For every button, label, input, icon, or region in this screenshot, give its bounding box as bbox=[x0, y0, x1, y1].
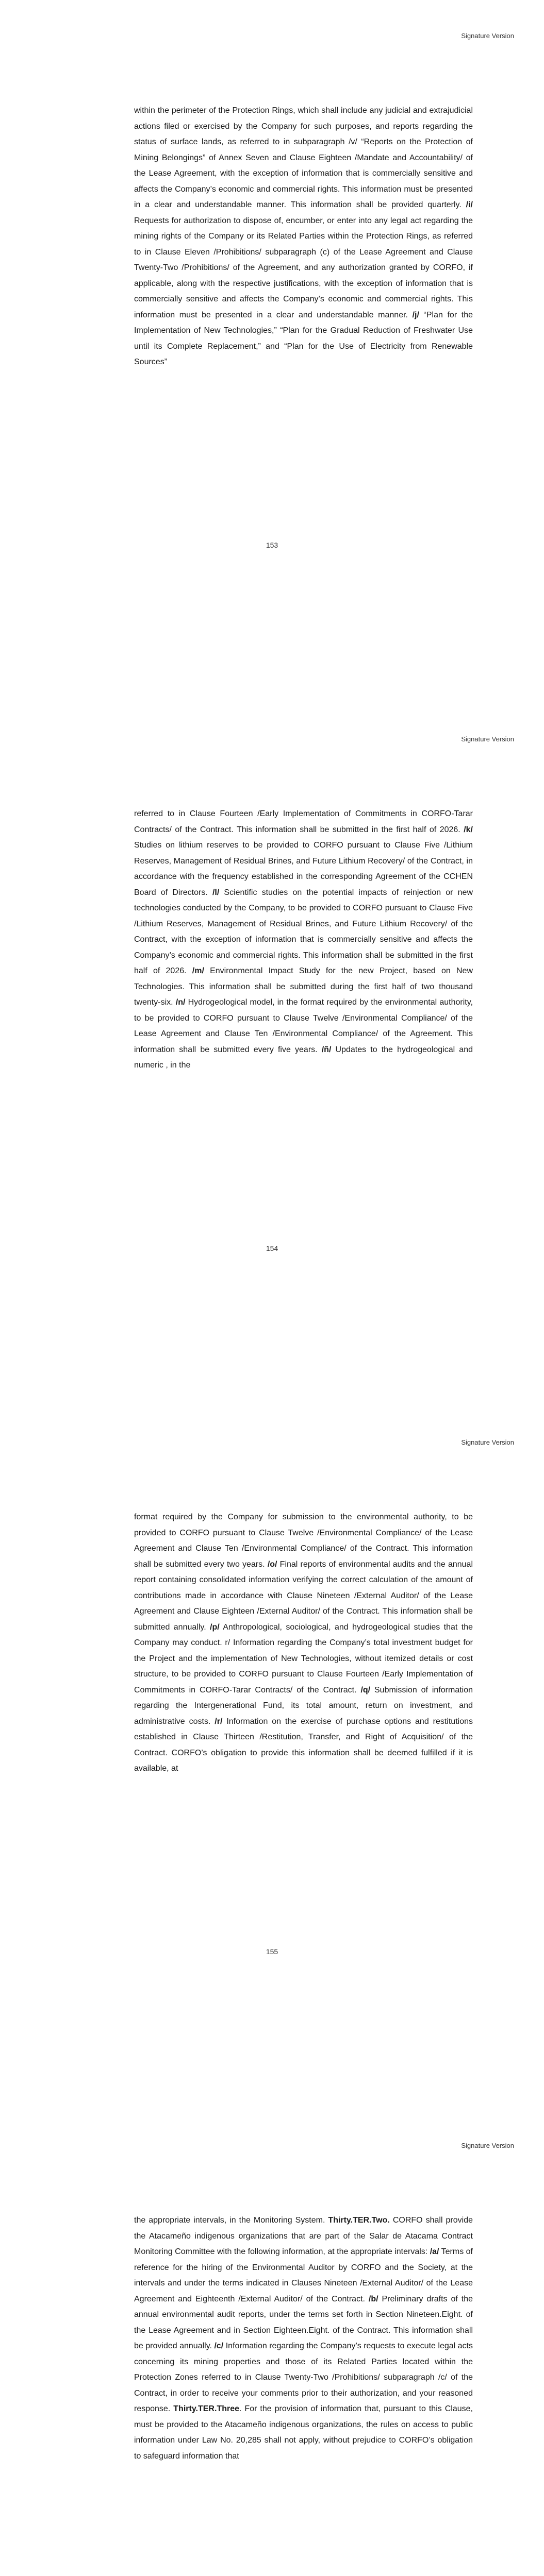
item-marker: /n/ bbox=[175, 998, 186, 1007]
text-run: r/ bbox=[225, 1638, 230, 1647]
text-run: within the perimeter of the Protection Rings, which shall include any judicial and extrajudicial actions filed or exercised by the Company for such purposes, and reports regarding the status of surface lands, as referred to in subparagraph /v/ “Reports on the Protection of Mining Belongings” of Annex Seven and Clause Eighteen /Mandate and Accountability/ of the Lease Agreement, with the exception of information that is commercially sensitive and affects the Company’s economic and commercial rights. This information must be presented in a clear and understandable manner. This information shall be provided quarterly. bbox=[134, 106, 473, 209]
signature-version-label: Signature Version bbox=[461, 32, 514, 40]
page bbox=[0, 0, 544, 703]
page-body-text bbox=[134, 103, 473, 370]
text-run: Information on the exercise of purchase options and restitutions established in Clause Thirteen /Restitution, Transfer, and Right of Acquisition/ of the Contract. CORFO’s obligation to provide this information shall be deemed fulfilled if it is available, at bbox=[134, 1717, 473, 1773]
page-number: 153 bbox=[266, 541, 278, 549]
page-number: 155 bbox=[266, 1947, 278, 1956]
text-run: CORFO shall provide the Atacameño indigenous organizations that are part of the Salar de Atacama Contract Monitoring Committee with the following information, at the appropriate intervals: bbox=[134, 2216, 473, 2256]
text-run: Final reports of environmental audits and the annual report containing consolidated information verifying the correct calculation of the amount of contributions made in accordance with Clause Nineteen /External Auditor/ of the Lease Agreement and Clause Eighteen /External Auditor/ of the Contract. This information shall be submitted annually. bbox=[134, 1560, 473, 1632]
page bbox=[0, 2110, 544, 2576]
text-run: the appropriate intervals, in the Monitoring System. bbox=[134, 2216, 328, 2225]
item-marker: /l/ bbox=[212, 888, 220, 897]
page-body-text bbox=[134, 2213, 473, 2464]
signature-version-label: Signature Version bbox=[461, 735, 514, 743]
item-marker: /m/ bbox=[192, 967, 204, 975]
item-marker: Thirty.TER.Two. bbox=[328, 2216, 390, 2225]
text-run: Environmental Impact Study for the new Project, based on New Technologies. This information shall be submitted during the first half of two thousand twenty-six. bbox=[134, 967, 473, 1007]
page-body-text bbox=[134, 806, 473, 1074]
text-run: Scientific studies on the potential impacts of reinjection or new technologies conducted by the Company, to be provided to CORFO pursuant to Clause Five /Lithium Reserves, Management of Residual Brines, and Future Lithium Recovery/ of the Contract, with the exception of information that is commercially sensitive and affects the Company’s economic and commercial rights. This information shall be submitted in the first half of 2026. bbox=[134, 888, 473, 975]
signature-version-label: Signature Version bbox=[461, 1438, 514, 1446]
text-run: Hydrogeological model, in the format required by the environmental authority, to be provided to CORFO pursuant to Clause Twelve /Environmental Compliance/ of the Lease Agreement and Clause Ten /Environmental Compliance/ of the Agreement. This information shall be submitted every five years. bbox=[134, 998, 473, 1054]
item-marker: /c/ bbox=[214, 2342, 224, 2350]
item-marker: /j/ bbox=[412, 310, 419, 319]
item-marker: /r/ bbox=[215, 1717, 223, 1726]
page bbox=[0, 703, 544, 1406]
text-run: Submission of information regarding the Intergenerational Fund, its total amount, return on investment, and administrative costs. bbox=[134, 1685, 473, 1726]
text-run: Updates to the hydrogeological and numeric , in the bbox=[134, 1045, 473, 1070]
text-run: . For the provision of information that, pursuant to this Clause, must be provided to the Atacameño indigenous organizations, the rules on access to public information under Law No. 20,285 shall not apply, without prejudice to CORFO’s obligation to safeguard information that bbox=[134, 2404, 473, 2461]
item-marker: /q/ bbox=[360, 1685, 371, 1694]
text-run: Preliminary drafts of the annual environmental audit reports, under the terms set forth in Section Nineteen.Eight. of the Lease Agreement and in Section Eighteen.Eight. of the Contract. This information shall be provided annually. bbox=[134, 2294, 473, 2350]
item-marker: /b/ bbox=[368, 2294, 378, 2303]
item-marker: /a/ bbox=[430, 2247, 439, 2256]
text-run: format required by the Company for submission to the environmental authority, to be provided to CORFO pursuant to Clause Twelve /Environmental Compliance/ of the Lease Agreement and Clause Ten /Environmental Compliance/ of the Contract. This information shall be submitted every two years. bbox=[134, 1513, 473, 1569]
text-run: Requests for authorization to dispose of, encumber, or enter into any legal act regarding the mining rights of the Company or its Related Parties within the Protection Rings, as referred to in Clause Eleven /Prohibitions/ subparagraph (c) of the Lease Agreement and Clause Twenty-Two /Prohibitions/ of the Agreement, and any authorization granted by CORFO, if applicable, along with the respective justifications, with the exception of information that is commercially sensitive and affects the Company’s economic and commercial rights. This information must be presented in a clear and understandable manner. bbox=[134, 216, 473, 319]
item-marker: /p/ bbox=[210, 1622, 220, 1632]
page-body-text bbox=[134, 1510, 473, 1777]
item-marker: /k/ bbox=[464, 825, 473, 834]
item-marker: /o/ bbox=[267, 1560, 277, 1569]
signature-version-label: Signature Version bbox=[461, 2142, 514, 2149]
item-marker: /i/ bbox=[466, 200, 473, 209]
text-run: Information regarding the Company’s total investment budget for the Project and the implementation of New Technologies, without itemized details or cost structure, to be provided to CORFO pursuant to Clause Fourteen /Early Implementation of Commitments in CORFO-Tarar Contracts/ of the Contract. bbox=[134, 1638, 473, 1694]
text-run: Terms of reference for the hiring of the Environmental Auditor by CORFO and the Society, at the intervals and under the terms indicated in Clauses Nineteen /External Auditor/ of the Lease Agreement and Eighteenth /External Auditor/ of the Contract. bbox=[134, 2247, 473, 2303]
page bbox=[0, 1406, 544, 2110]
text-run: “Plan for the Implementation of New Technologies,” “Plan for the Gradual Reduction of Freshwater Use until its Complete Replacement,” and “Plan for the Use of Electricity from Renewable Sources” bbox=[134, 310, 473, 366]
text-run: Anthropological, sociological, and hydrogeological studies that the Company may conduct. bbox=[134, 1622, 473, 1647]
page-number: 154 bbox=[266, 1244, 278, 1252]
item-marker: Thirty.TER.Three bbox=[173, 2404, 239, 2413]
text-run: Studies on lithium reserves to be provided to CORFO pursuant to Clause Five /Lithium Reserves, Management of Residual Brines, and Future Lithium Recovery/ of the Contract, in accordance with the frequency established in the corresponding Agreement of the CCHEN Board of Directors. bbox=[134, 841, 473, 897]
text-run: Information regarding the Company’s requests to execute legal acts concerning its mining properties and those of its Related Parties located within the Protection Zones referred to in Clause Twenty-Two /Prohibitions/ subparagraph /c/ of the Contract, in order to receive your comments prior to their authorization, and your reasoned response. bbox=[134, 2342, 473, 2413]
item-marker: /ñ/ bbox=[321, 1045, 332, 1054]
text-run: referred to in Clause Fourteen /Early Implementation of Commitments in CORFO-Tarar Contracts/ of the Contract. This information shall be submitted in the first half of 2026. bbox=[134, 809, 473, 834]
